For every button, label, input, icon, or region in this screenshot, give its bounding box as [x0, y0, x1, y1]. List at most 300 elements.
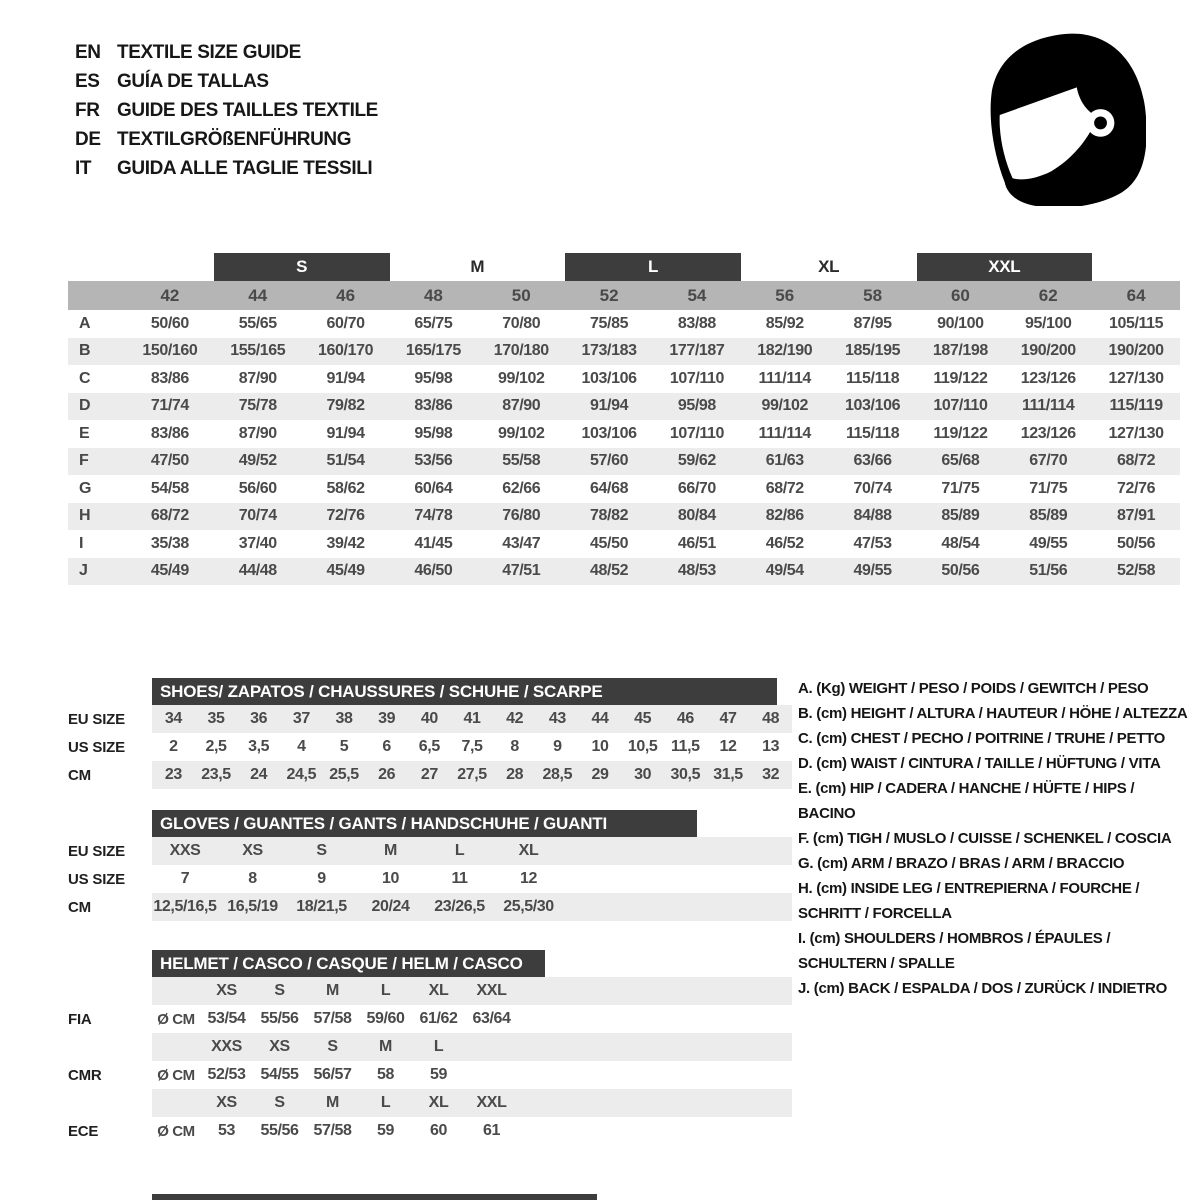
value-cell: 79/82: [326, 397, 365, 415]
table-row-b: [68, 338, 1180, 366]
language-code: ES: [75, 70, 100, 92]
language-code: IT: [75, 157, 92, 179]
value-cell: 39/42: [326, 534, 365, 552]
value-cell: 30,5: [670, 766, 701, 783]
textile-size-table: [68, 253, 1180, 585]
value-cell: 190/200: [1108, 342, 1164, 360]
size-cell: XS: [216, 982, 237, 999]
row-label: [68, 977, 152, 1005]
row-label: H: [79, 507, 91, 525]
value-cell: 49/54: [765, 562, 804, 580]
value-cell: 50/56: [1117, 534, 1156, 552]
value-cell: 85/89: [1029, 507, 1068, 525]
value-cell: 190/200: [1020, 342, 1076, 360]
value-cell: 9: [317, 870, 326, 887]
value-cell: 18/21,5: [296, 898, 347, 915]
value-cell: 35: [207, 710, 225, 727]
value-cell: 83/86: [150, 424, 189, 442]
helmet-rows: [68, 977, 792, 1145]
value-cell: 68/72: [150, 507, 189, 525]
value-cell: 95/100: [1024, 314, 1072, 332]
table-row-i: [68, 530, 1180, 558]
value-cell: 76/80: [502, 507, 541, 525]
shoes-section: [68, 678, 792, 789]
value-cell: 45/50: [590, 534, 629, 552]
table-row-d: [68, 393, 1180, 421]
size-row-spacer: [68, 281, 126, 310]
size-cell: XS: [216, 1094, 237, 1111]
value-cell: 72/76: [1117, 479, 1156, 497]
value-cell: 150/160: [142, 342, 198, 360]
size-col-62: 62: [1038, 285, 1058, 305]
value-cell: 57/58: [313, 1010, 352, 1027]
value-cell: 95/98: [677, 397, 716, 415]
value-cell: 10,5: [627, 738, 658, 755]
value-cell: 71/74: [150, 397, 189, 415]
value-cell: 62/66: [502, 479, 541, 497]
value-cell: XS: [242, 842, 263, 859]
size-col-44: 44: [248, 285, 268, 305]
value-cell: 63/64: [472, 1010, 511, 1027]
size-col-60: 60: [950, 285, 970, 305]
value-cell: 115/118: [845, 424, 900, 442]
value-cell: 48/52: [590, 562, 629, 580]
value-cell: 91/94: [326, 369, 365, 387]
size-col-50: 50: [511, 285, 531, 305]
cutoff-section-bar: [152, 1194, 597, 1200]
unit-cell: Ø CM: [157, 1122, 195, 1140]
value-cell: 82/86: [765, 507, 804, 525]
value-cell: 119/122: [933, 424, 988, 442]
racing-helmet-icon: [978, 28, 1146, 206]
shoes-table-row: [68, 761, 792, 789]
size-cell: S: [274, 1094, 285, 1111]
value-cell: 111/114: [758, 369, 811, 387]
value-cell: 63/66: [853, 452, 892, 470]
value-cell: L: [454, 842, 465, 859]
value-cell: 60: [430, 1122, 447, 1139]
row-label: [68, 1033, 152, 1061]
value-cell: 28: [506, 766, 524, 783]
size-group-l: L: [565, 253, 741, 281]
row-label: [68, 1089, 152, 1117]
value-cell: 39: [378, 710, 396, 727]
value-cell: 84/88: [853, 507, 892, 525]
language-row: [75, 125, 378, 154]
value-cell: 107/110: [669, 369, 724, 387]
value-cell: 75/85: [590, 314, 629, 332]
band: [152, 865, 792, 893]
value-cell: 12,5/16,5: [153, 898, 217, 915]
value-cell: 10: [382, 870, 399, 887]
value-cell: 16,5/19: [227, 898, 278, 915]
value-cell: 185/195: [845, 342, 901, 360]
value-cell: 103/106: [581, 369, 637, 387]
row-label: J: [79, 562, 88, 580]
size-group-m: M: [470, 257, 485, 276]
band: [152, 1061, 792, 1089]
page-title: GUÍA DE TALLAS: [117, 70, 269, 92]
value-cell: 115/118: [845, 369, 900, 387]
size-col-46: 46: [336, 285, 356, 305]
size-cell: M: [326, 1094, 339, 1111]
value-cell: 83/88: [677, 314, 716, 332]
helmet-section-title: HELMET / CASCO / CASQUE / HELM / CASCO: [152, 950, 545, 977]
row-label: EU SIZE: [68, 842, 125, 860]
page-title: GUIDE DES TAILLES TEXTILE: [117, 99, 378, 121]
value-cell: 57/60: [590, 452, 629, 470]
legend-item: C. (cm) CHEST / PECHO / POITRINE / TRUHE / PETTO: [798, 730, 1166, 747]
textile-table-body: [68, 310, 1180, 585]
value-cell: 71/75: [941, 479, 980, 497]
gloves-section: [68, 810, 792, 921]
band: [152, 977, 792, 1005]
value-cell: 7: [180, 870, 190, 887]
size-group-xl: XL: [818, 257, 840, 276]
value-cell: 32: [762, 766, 780, 783]
band: [152, 1005, 792, 1033]
value-cell: 64/68: [590, 479, 629, 497]
value-cell: 87/90: [238, 369, 277, 387]
legend-item: F. (cm) TIGH / MUSLO / CUISSE / SCHENKEL / COSCIA: [798, 830, 1172, 847]
value-cell: 87/90: [238, 424, 277, 442]
value-cell: 50/56: [941, 562, 980, 580]
value-cell: 173/183: [581, 342, 637, 360]
value-cell: 56/60: [238, 479, 277, 497]
language-row: [75, 96, 378, 125]
value-cell: 95/98: [414, 424, 453, 442]
page-title: GUIDA ALLE TAGLIE TESSILI: [117, 157, 373, 179]
table-row-c: [68, 365, 1180, 393]
value-cell: 46/52: [765, 534, 804, 552]
value-cell: 13: [762, 738, 780, 755]
value-cell: S: [316, 842, 327, 859]
value-cell: 95/98: [414, 369, 453, 387]
language-code: EN: [75, 41, 101, 63]
band: [152, 733, 792, 761]
value-cell: 46/51: [677, 534, 716, 552]
gloves-table-row: [68, 893, 792, 921]
size-cell: M: [326, 982, 339, 999]
value-cell: 30: [634, 766, 652, 783]
row-label: B: [79, 342, 91, 360]
value-cell: 44/48: [238, 562, 277, 580]
value-cell: XXS: [169, 842, 201, 859]
legend-item: D. (cm) WAIST / CINTURA / TAILLE / HÜFTUNG / VITA: [798, 755, 1161, 772]
row-label: D: [79, 397, 91, 415]
value-cell: 72/76: [326, 507, 365, 525]
value-cell: 59: [430, 1066, 447, 1083]
row-label: G: [79, 479, 92, 497]
value-cell: 49/55: [1029, 534, 1068, 552]
value-cell: 59/60: [366, 1010, 405, 1027]
value-cell: 41: [463, 710, 481, 727]
value-cell: 127/130: [1108, 369, 1164, 387]
value-cell: 55/58: [502, 452, 541, 470]
value-cell: 53: [218, 1122, 235, 1139]
row-label: US SIZE: [68, 738, 125, 756]
value-cell: 107/110: [933, 397, 988, 415]
helmet-value-row: [68, 1061, 792, 1089]
legend-item: I. (cm) SHOULDERS / HOMBROS / ÉPAULES / SCHULTERN / SPALLE: [798, 930, 1111, 972]
value-cell: 23: [164, 766, 182, 783]
value-cell: 58/62: [326, 479, 365, 497]
value-cell: 170/180: [493, 342, 549, 360]
language-row: [75, 38, 378, 67]
shoes-table-row: [68, 705, 792, 733]
value-cell: 103/106: [581, 424, 637, 442]
value-cell: 27: [420, 766, 438, 783]
size-cell: M: [379, 1038, 392, 1055]
row-label: FIA: [68, 1010, 92, 1028]
value-cell: 107/110: [669, 424, 724, 442]
value-cell: 91/94: [590, 397, 629, 415]
value-cell: 43/47: [502, 534, 541, 552]
size-col-56: 56: [775, 285, 795, 305]
page-title: TEXTILE SIZE GUIDE: [117, 41, 301, 63]
size-col-42: 42: [160, 285, 180, 305]
value-cell: 87/91: [1117, 507, 1156, 525]
value-cell: 57/58: [313, 1122, 352, 1139]
value-cell: 111/114: [1022, 397, 1075, 415]
value-cell: 44: [591, 710, 609, 727]
table-row-f: [68, 448, 1180, 476]
size-cell: XS: [269, 1038, 290, 1055]
value-cell: 2: [169, 738, 178, 755]
value-cell: 6: [382, 738, 391, 755]
size-cell: XL: [428, 982, 449, 999]
value-cell: 119/122: [933, 369, 988, 387]
table-row-j: [68, 558, 1180, 586]
value-cell: 85/89: [941, 507, 980, 525]
value-cell: 74/78: [414, 507, 453, 525]
value-cell: 5: [339, 738, 349, 755]
shoes-table-row: [68, 733, 792, 761]
value-cell: 61: [483, 1122, 500, 1139]
value-cell: 55/65: [238, 314, 277, 332]
language-row: [75, 154, 378, 183]
value-cell: 55/56: [260, 1122, 299, 1139]
value-cell: 25,5: [329, 766, 359, 783]
value-cell: 47: [719, 710, 737, 727]
value-cell: 111/114: [758, 424, 811, 442]
value-cell: 65/75: [414, 314, 453, 332]
row-label: E: [79, 424, 90, 442]
value-cell: XL: [518, 842, 539, 859]
value-cell: 37: [292, 710, 310, 727]
value-cell: 49/52: [238, 452, 277, 470]
textile-size-row: [68, 281, 1180, 310]
value-cell: 99/102: [497, 424, 545, 442]
value-cell: 34: [164, 710, 182, 727]
helmet-size-row: [68, 1033, 792, 1061]
page-title: TEXTILGRÖßENFÜHRUNG: [117, 128, 352, 150]
value-cell: 47/53: [853, 534, 892, 552]
value-cell: 50/60: [150, 314, 189, 332]
value-cell: 99/102: [497, 369, 545, 387]
value-cell: 165/175: [405, 342, 461, 360]
table-row-h: [68, 503, 1180, 531]
value-cell: 68/72: [1117, 452, 1156, 470]
row-label: CM: [68, 766, 91, 784]
gloves-section-title: GLOVES / GUANTES / GANTS / HANDSCHUHE / GUANTI: [152, 810, 697, 837]
band: [152, 1117, 792, 1145]
value-cell: 91/94: [326, 424, 365, 442]
value-cell: 187/198: [932, 342, 988, 360]
value-cell: 20/24: [371, 898, 410, 915]
gloves-table-row: [68, 865, 792, 893]
band: [152, 1089, 792, 1117]
value-cell: 123/126: [1020, 424, 1076, 442]
value-cell: 9: [553, 738, 562, 755]
value-cell: 27,5: [457, 766, 487, 783]
gloves-rows: [68, 837, 792, 921]
value-cell: 78/82: [590, 507, 629, 525]
value-cell: 36: [250, 710, 268, 727]
value-cell: 83/86: [150, 369, 189, 387]
value-cell: 48/54: [941, 534, 980, 552]
value-cell: 11,5: [670, 738, 700, 755]
value-cell: 48: [762, 710, 780, 727]
value-cell: 105/115: [1109, 314, 1164, 332]
table-row-g: [68, 475, 1180, 503]
size-cell: S: [274, 982, 285, 999]
band: [152, 705, 792, 733]
value-cell: 58: [377, 1066, 394, 1083]
size-cell: XXL: [476, 982, 507, 999]
size-cell: L: [380, 1094, 391, 1111]
value-cell: 48/53: [677, 562, 716, 580]
helmet-value-row: [68, 1117, 792, 1145]
band: [152, 1033, 792, 1061]
value-cell: 56/57: [313, 1066, 352, 1083]
value-cell: 115/119: [1109, 397, 1163, 415]
language-code: DE: [75, 128, 101, 150]
legend-item: J. (cm) BACK / ESPALDA / DOS / ZURÜCK / INDIETRO: [798, 980, 1167, 997]
value-cell: 7,5: [461, 738, 483, 755]
value-cell: 47/50: [150, 452, 189, 470]
value-cell: 29: [591, 766, 609, 783]
value-cell: 24: [250, 766, 268, 783]
value-cell: 6,5: [418, 738, 440, 755]
row-label: A: [79, 314, 91, 332]
value-cell: 75/78: [238, 397, 277, 415]
value-cell: 67/70: [1029, 452, 1068, 470]
value-cell: 59/62: [677, 452, 716, 470]
size-group-s: S: [214, 253, 390, 281]
value-cell: 177/187: [669, 342, 725, 360]
value-cell: 70/74: [238, 507, 277, 525]
value-cell: 28,5: [542, 766, 573, 783]
size-col-48: 48: [423, 285, 443, 305]
helmet-section: [68, 950, 792, 1145]
value-cell: 51/54: [326, 452, 365, 470]
value-cell: 41/45: [414, 534, 453, 552]
value-cell: 87/95: [853, 314, 892, 332]
value-cell: 61/62: [419, 1010, 458, 1027]
value-cell: 25,5/30: [503, 898, 554, 915]
table-row-e: [68, 420, 1180, 448]
row-label: I: [79, 534, 84, 552]
value-cell: 46: [676, 710, 694, 727]
row-label: C: [79, 369, 91, 387]
size-cell: XL: [428, 1094, 449, 1111]
value-cell: 60/64: [414, 479, 453, 497]
value-cell: 53/56: [414, 452, 453, 470]
value-cell: 8: [510, 738, 519, 755]
legend-item: G. (cm) ARM / BRAZO / BRAS / ARM / BRACCIO: [798, 855, 1125, 872]
value-cell: 51/56: [1029, 562, 1068, 580]
value-cell: 11: [451, 870, 468, 887]
value-cell: 37/40: [238, 534, 277, 552]
value-cell: 40: [420, 710, 438, 727]
value-cell: 80/84: [677, 507, 716, 525]
value-cell: 49/55: [853, 562, 892, 580]
value-cell: 90/100: [937, 314, 984, 332]
size-group-xxl: XXL: [917, 253, 1093, 281]
helmet-value-row: [68, 1005, 792, 1033]
legend-item: A. (Kg) WEIGHT / PESO / POIDS / GEWITCH / PESO: [798, 680, 1149, 697]
value-cell: 99/102: [761, 397, 809, 415]
value-cell: 71/75: [1029, 479, 1068, 497]
value-cell: 123/126: [1020, 369, 1076, 387]
size-col-64: 64: [1126, 285, 1146, 305]
value-cell: 54/58: [150, 479, 189, 497]
value-cell: 42: [506, 710, 524, 727]
value-cell: 85/92: [765, 314, 804, 332]
size-col-52: 52: [599, 285, 619, 305]
value-cell: 60/70: [326, 314, 365, 332]
helmet-size-row: [68, 1089, 792, 1117]
value-cell: 47/51: [502, 562, 541, 580]
value-cell: 55/56: [260, 1010, 299, 1027]
value-cell: 87/90: [502, 397, 541, 415]
helmet-size-row: [68, 977, 792, 1005]
band: [152, 761, 792, 789]
row-label: F: [79, 452, 89, 470]
value-cell: 61/63: [765, 452, 804, 470]
value-cell: 8: [248, 870, 257, 887]
value-cell: 12: [719, 738, 737, 755]
value-cell: 54/55: [260, 1066, 299, 1083]
value-cell: M: [384, 842, 397, 859]
value-cell: 83/86: [414, 397, 453, 415]
value-cell: 68/72: [765, 479, 804, 497]
value-cell: 35/38: [150, 534, 189, 552]
value-cell: 12: [520, 870, 537, 887]
shoes-rows: [68, 705, 792, 789]
value-cell: 66/70: [677, 479, 716, 497]
table-row-a: [68, 310, 1180, 338]
value-cell: 24,5: [286, 766, 317, 783]
band: [152, 837, 792, 865]
unit-cell: Ø CM: [157, 1066, 195, 1084]
value-cell: 52/58: [1117, 562, 1156, 580]
size-cell: L: [433, 1038, 444, 1055]
size-cell: L: [380, 982, 391, 999]
value-cell: 65/68: [941, 452, 980, 470]
value-cell: 2,5: [205, 738, 227, 755]
gloves-table-row: [68, 837, 792, 865]
legend-item: E. (cm) HIP / CADERA / HANCHE / HÜFTE / HIPS / BACINO: [798, 780, 1135, 822]
row-label: CMR: [68, 1066, 102, 1084]
value-cell: 52/53: [207, 1066, 246, 1083]
row-label: EU SIZE: [68, 710, 125, 728]
value-cell: 23/26,5: [434, 898, 485, 915]
row-label: US SIZE: [68, 870, 125, 888]
size-cell: XXS: [211, 1038, 242, 1055]
value-cell: 46/50: [414, 562, 453, 580]
